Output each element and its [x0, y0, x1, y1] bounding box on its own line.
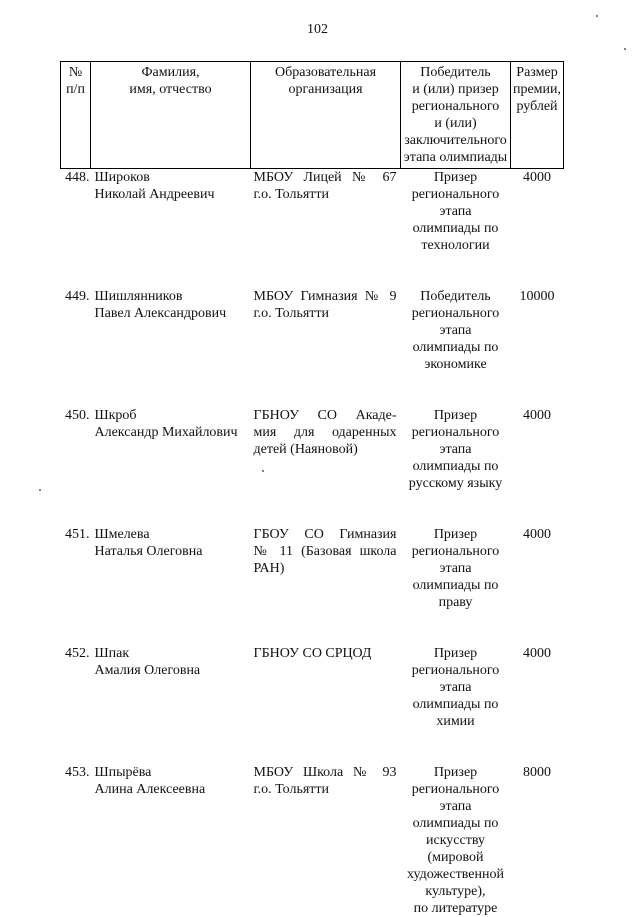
header-prize: [511, 62, 564, 169]
prize-amount: 4000: [523, 646, 551, 661]
table-row: [61, 526, 564, 611]
header-organization: [251, 62, 401, 169]
achievement-line: олимпиады по: [412, 221, 499, 236]
scan-speck: [596, 15, 598, 17]
achievement-line: регионального: [411, 782, 500, 797]
student-name: [91, 645, 251, 730]
achievement-line: этапа: [439, 561, 472, 576]
scan-speck: [262, 470, 264, 472]
table-row: [61, 288, 564, 373]
given-names: Александр Михайлович: [94, 425, 238, 440]
given-names: Алина Алексеевна: [94, 782, 206, 797]
achievement-line: Призер: [433, 646, 478, 661]
student-name: [91, 288, 251, 373]
given-names: Николай Андреевич: [94, 187, 215, 202]
achievement-line: праву: [438, 595, 473, 610]
prize-amount: 4000: [523, 408, 551, 423]
achievement: [401, 288, 511, 373]
surname: Шпак: [94, 646, 130, 661]
organization: [251, 526, 401, 611]
row-number: 450.: [65, 408, 90, 423]
header-text: Победитель: [420, 65, 491, 80]
surname: Шишлянников: [94, 289, 183, 304]
achievement-line: олимпиады по: [412, 697, 499, 712]
achievement-line: регионального: [411, 425, 500, 440]
header-text: премии,: [512, 82, 562, 97]
student-name: [91, 169, 251, 255]
header-text: и (или): [434, 116, 477, 131]
achievement-line: экономике: [424, 357, 487, 372]
organization: [251, 169, 401, 255]
achievement-line: этапа: [439, 204, 472, 219]
achievement-line: Призер: [433, 765, 478, 780]
organization-line: МБОУ Лицей № 67: [253, 170, 397, 185]
organization: [251, 764, 401, 917]
row-spacer: [61, 254, 564, 288]
achievement-line: Победитель: [420, 289, 491, 304]
achievement-line: этапа: [439, 799, 472, 814]
achievement-line: Призер: [433, 408, 478, 423]
header-text: Фамилия,: [141, 65, 200, 80]
table-row: [61, 169, 564, 255]
surname: Шпырёва: [94, 765, 152, 780]
achievement-line: олимпиады по: [412, 816, 499, 831]
header-text: регионального: [411, 99, 500, 114]
row-number: 452.: [65, 646, 90, 661]
achievement-line: регионального: [411, 306, 500, 321]
page-number: 102: [307, 22, 328, 37]
achievement-line: регионального: [411, 663, 500, 678]
header-text: №: [68, 65, 83, 80]
achievement: [401, 407, 511, 492]
given-names: Амалия Олеговна: [94, 663, 201, 678]
header-text: этапа олимпиады: [403, 150, 508, 165]
achievement-line: технологии: [421, 238, 490, 253]
awards-table: [60, 61, 564, 917]
achievement-line: олимпиады по: [412, 459, 499, 474]
header-text: Образовательная: [274, 65, 377, 80]
achievement-line: Призер: [433, 527, 478, 542]
table-row: [61, 645, 564, 730]
achievement-line: русскому языку: [408, 476, 503, 491]
student-name: [91, 526, 251, 611]
achievement-line: этапа: [439, 323, 472, 338]
achievement-line: регионального: [411, 187, 500, 202]
header-number: [61, 62, 91, 169]
student-name: [91, 764, 251, 917]
header-winner: [401, 62, 511, 169]
prize-amount: 10000: [519, 289, 555, 304]
row-number: 453.: [65, 765, 90, 780]
organization-line: РАН): [253, 561, 285, 576]
organization-line: г.о. Тольятти: [253, 187, 330, 202]
header-text: организация: [288, 82, 363, 97]
organization-line: МБОУ Гимназия № 9: [253, 289, 397, 304]
achievement: [401, 764, 511, 917]
row-spacer: [61, 373, 564, 407]
header-text: рублей: [516, 99, 558, 114]
given-names: Павел Александрович: [94, 306, 227, 321]
header-text: имя, отчество: [129, 82, 212, 97]
scan-speck: [39, 489, 41, 491]
achievement-line: химии: [436, 714, 475, 729]
achievement-line: регионального: [411, 544, 500, 559]
organization-line: г.о. Тольятти: [253, 782, 330, 797]
surname: Шкроб: [94, 408, 137, 423]
achievement-line: этапа: [439, 442, 472, 457]
achievement-line: искусству: [426, 833, 485, 848]
surname: Широков: [94, 170, 150, 185]
achievement-line: по литературе: [413, 901, 498, 916]
header-text: Размер: [516, 65, 558, 80]
organization-line: МБОУ Школа № 93: [253, 765, 397, 780]
organization-line: г.о. Тольятти: [253, 306, 330, 321]
header-text: и (или) призер: [412, 82, 499, 97]
organization: [251, 407, 401, 492]
achievement-line: художественной: [407, 867, 504, 882]
row-number: 451.: [65, 527, 90, 542]
row-spacer: [61, 492, 564, 526]
prize-amount: 4000: [523, 527, 551, 542]
row-spacer: [61, 611, 564, 645]
organization-line: ГБНОУ СО Акаде-: [253, 408, 397, 423]
achievement-line: олимпиады по: [412, 578, 499, 593]
header-text: п/п: [66, 82, 85, 97]
achievement: [401, 526, 511, 611]
scan-speck: [624, 48, 626, 50]
organization-line: ГБОУ СО Гимназия: [253, 527, 397, 542]
organization: [251, 288, 401, 373]
header-text: заключительного: [404, 133, 507, 148]
table-row: [61, 407, 564, 492]
surname: Шмелева: [94, 527, 150, 542]
table-row: [61, 764, 564, 917]
table-header-row: [61, 62, 564, 169]
achievement-line: (мировой: [427, 850, 484, 865]
organization: [251, 645, 401, 730]
achievement-line: олимпиады по: [412, 340, 499, 355]
achievement-line: Призер: [433, 170, 478, 185]
prize-amount: 4000: [523, 170, 551, 185]
achievement: [401, 169, 511, 255]
achievement-line: этапа: [439, 680, 472, 695]
organization-line: мия для одаренных: [253, 425, 397, 440]
row-number: 449.: [65, 289, 90, 304]
organization-line: № 11 (Базовая школа: [253, 544, 397, 559]
header-name: [91, 62, 251, 169]
given-names: Наталья Олеговна: [94, 544, 203, 559]
achievement-line: культуре),: [425, 884, 486, 899]
organization-line: ГБНОУ СО СРЦОД: [253, 646, 372, 661]
student-name: [91, 407, 251, 492]
prize-amount: 8000: [523, 765, 551, 780]
achievement: [401, 645, 511, 730]
row-number: 448.: [65, 170, 90, 185]
organization-line: детей (Наяновой): [253, 442, 358, 457]
row-spacer: [61, 730, 564, 764]
